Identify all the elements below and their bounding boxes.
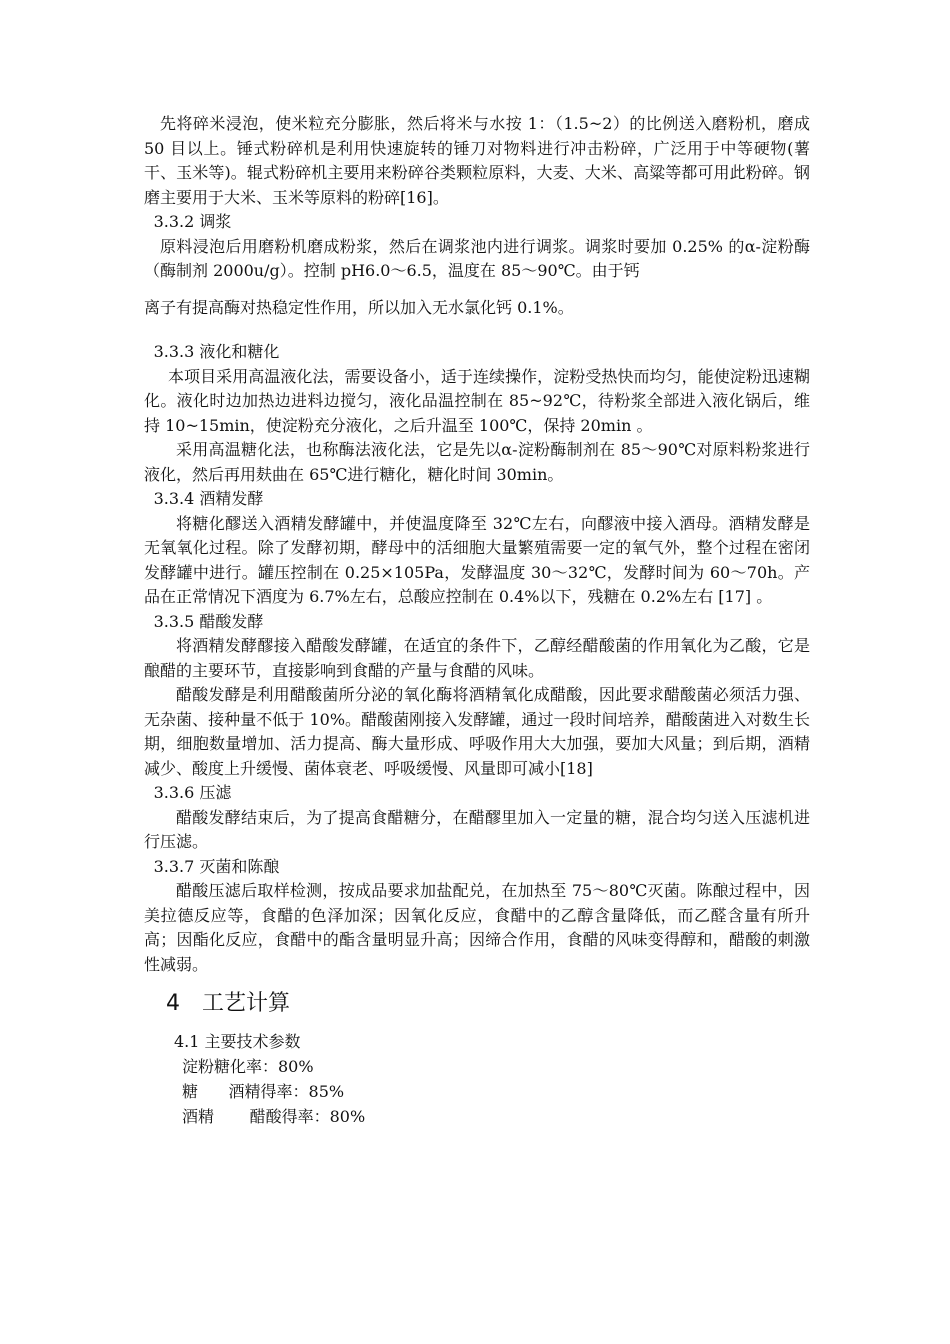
- param-acetic-acid-yield: 酒精 醋酸得率：80%: [182, 1107, 366, 1126]
- paragraph-acetic-bacteria: 醋酸发酵是利用醋酸菌所分泌的氧化酶将酒精氧化成醋酸，因此要求醋酸菌必须活力强、无杂菌、接种量不低于 10%。醋酸菌刚接入发酵罐，通过一段时间培养，醋酸菌进入对数生长期，细胞数量增加、活力提高、酶大量形成、呼吸作用大大加强，要加大风量；到后期，酒精减少、酸度上升缓慢、菌体衰老、呼吸缓慢、风量即可减小[18]: [144, 685, 810, 778]
- section-number: 4: [166, 991, 180, 1016]
- paragraph-slurry-mixing: 原料浸泡后用磨粉机磨成粉浆，然后在调浆池内进行调浆。调浆时要加 0.25% 的α-淀粉酶（酶制剂 2000u/g）。控制 pH6.0～6.5，温度在 85～90℃。由于钙: [144, 236, 810, 280]
- heading-3-3-7: 3.3.7 灭菌和陈酿: [153, 856, 280, 876]
- paragraph-rice-milling: 先将碎米浸泡，使米粒充分膨胀，然后将米与水按 1：（1.5~2）的比例送入磨粉机，磨成 50 目以上。锤式粉碎机是利用快速旋转的锤刀对物料进行冲击粉碎，广泛用于中等硬物(薯干、玉米等)。辊式粉碎机主要用来粉碎谷类颗粒原料，大麦、大米、高粱等都可用此粉碎。钢磨主要用于大米、玉米等原料的粉碎[16]。: [144, 114, 810, 207]
- heading-3-3-6: 3.3.6 压滤: [153, 783, 232, 802]
- paragraph-saccharification: 采用高温糖化法，也称酶法液化法，它是先以α-淀粉酶制剂在 85～90℃对原料粉浆进行液化，然后再用麸曲在 65℃进行糖化，糖化时间 30min。: [144, 440, 810, 484]
- section-title: 工艺计算: [202, 991, 291, 1016]
- paragraph-slurry-calcium: 离子有提高酶对热稳定性作用，所以加入无水氯化钙 0.1%。: [144, 297, 574, 317]
- heading-3-3-3: 3.3.3 液化和糖化: [153, 342, 280, 361]
- paragraph-press-filtration: 醋酸发酵结束后，为了提高食醋糖分，在醋醪里加入一定量的糖，混合均匀送入压滤机进行压滤。: [144, 807, 810, 851]
- paragraph-sterilization-aging: 醋酸压滤后取样检测，按成品要求加盐配兑，在加热至 75～80℃灭菌。陈酿过程中，因美拉德反应等，食醋的色泽加深；因氧化反应，食醋中的乙醇含量降低，而乙醛含量有所升高；因酯化反应，食醋中的酯含量明显升高；因缔合作用，食醋的风味变得醇和，醋酸的刺激性减弱。: [144, 881, 810, 974]
- paragraph-alcohol-fermentation: 将糖化醪送入酒精发酵罐中，并使温度降至 32℃左右，向醪液中接入酒母。酒精发酵是无氧氧化过程。除了发酵初期，酵母中的活细胞大量繁殖需要一定的氧气外，整个过程在密闭发酵罐中进行。罐压控制在 0.25×105Pa，发酵温度 30～32℃，发酵时间为 60～70h。产品在正常情况下酒度为 6.7%左右，总酸应控制在 0.4%以下，残糖在 0.2%左右 [17] 。: [144, 513, 810, 606]
- heading-3-3-5: 3.3.5 醋酸发酵: [153, 611, 264, 631]
- heading-3-3-2: 3.3.2 调浆: [153, 212, 232, 231]
- paragraph-acetic-fermentation: 将酒精发酵醪接入醋酸发酵罐，在适宜的条件下，乙醇经醋酸菌的作用氧化为乙酸，它是酿醋的主要环节，直接影响到食醋的产量与食醋的风味。: [144, 636, 810, 680]
- section-heading-4: [144, 989, 810, 1019]
- heading-4-1: 4.1 主要技术参数: [174, 1032, 301, 1051]
- paragraph-liquefaction: 本项目采用高温液化法，需要设备小，适于连续操作，淀粉受热快而均匀，能使淀粉迅速糊化。液化时边加热边进料边搅匀，液化品温控制在 85~92℃，待粉浆全部进入液化锅后，维持 10~15min，使淀粉充分液化，之后升温至 100℃，保持 20min 。: [144, 366, 810, 435]
- param-alcohol-yield: 糖 酒精得率：85%: [182, 1082, 345, 1101]
- document-body: [144, 112, 810, 1129]
- heading-3-3-4: 3.3.4 酒精发酵: [153, 489, 264, 508]
- param-starch-saccharification-rate: 淀粉糖化率：80%: [182, 1057, 314, 1076]
